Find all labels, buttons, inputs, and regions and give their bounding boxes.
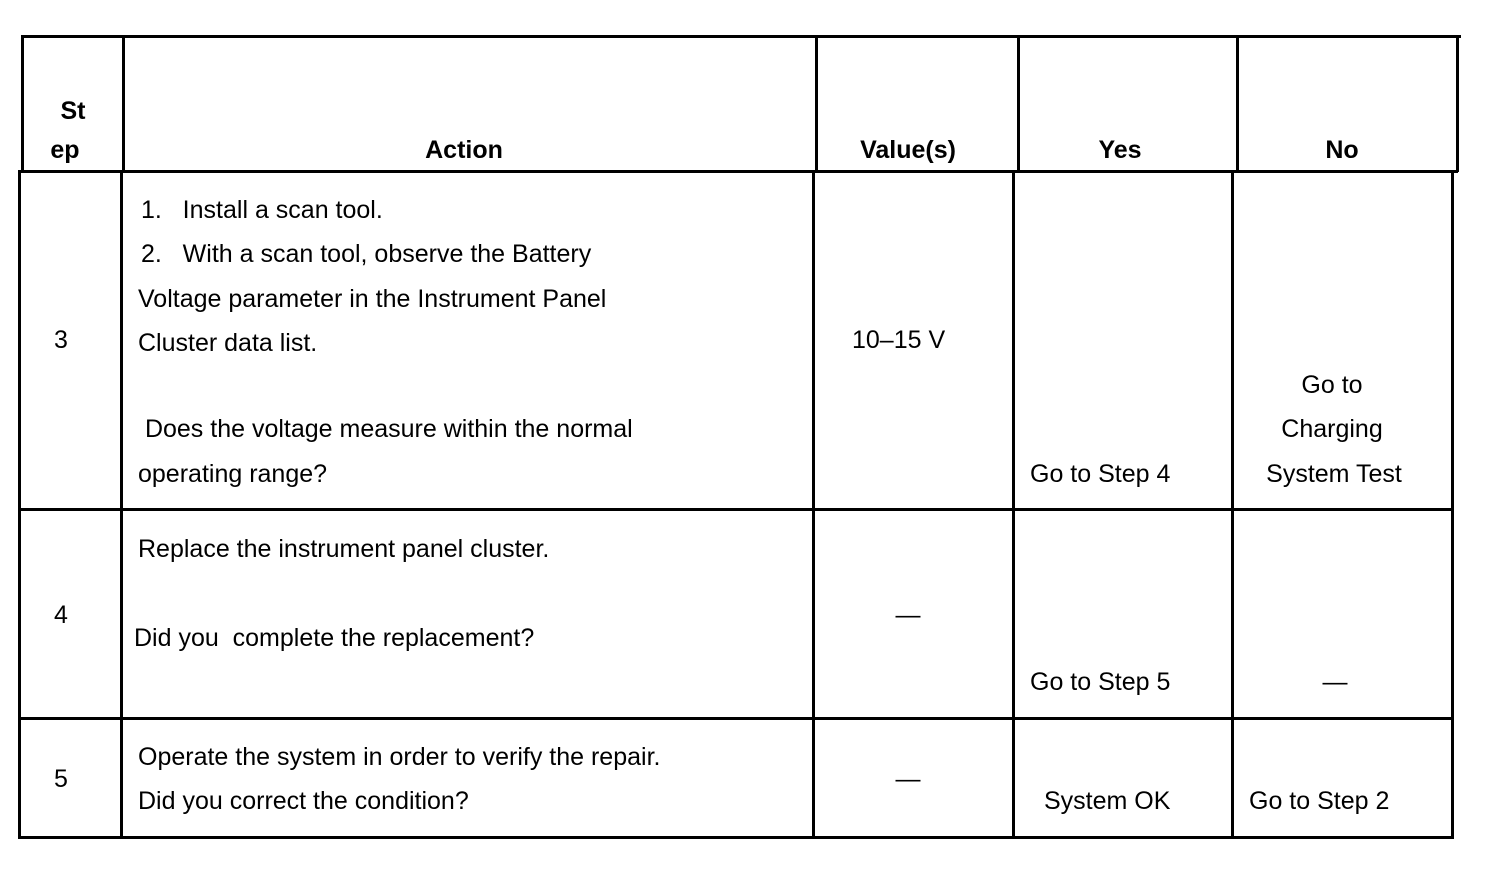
header-no: No [1325, 136, 1359, 164]
row5-value: — [895, 765, 921, 793]
header-vline-right [1456, 35, 1459, 172]
row5-step: 5 [54, 765, 68, 793]
row3-action-line2: 2. With a scan tool, observe the Battery [141, 240, 592, 268]
row3-action-line4: Cluster data list. [138, 329, 318, 357]
header-values: Value(s) [860, 136, 956, 164]
row3-no-line2: Charging [1281, 415, 1383, 443]
body-vline-step [120, 170, 123, 839]
row3-action-line6: operating range? [138, 460, 328, 488]
row5-action-line2: Did you correct the condition? [138, 787, 469, 815]
row4-no: — [1322, 668, 1348, 696]
body-vline-left [18, 170, 21, 839]
row4-action-line2: Did you complete the replacement? [134, 624, 535, 652]
row3-action-line3: Voltage parameter in the Instrument Panel [138, 285, 607, 313]
body-vline-right [1451, 170, 1454, 839]
row3-no-line1: Go to [1301, 371, 1363, 399]
row4-action-line1: Replace the instrument panel cluster. [138, 535, 550, 563]
body-vline-values [1012, 170, 1015, 839]
body-vline-yes [1231, 170, 1234, 839]
row3-action-line5: Does the voltage measure within the normal [138, 415, 633, 443]
row5-no: Go to Step 2 [1249, 787, 1390, 815]
row3-bottom-border [18, 508, 1454, 511]
table-bottom-border [18, 836, 1454, 839]
row4-step: 4 [54, 601, 68, 629]
row3-step: 3 [54, 326, 68, 354]
header-step-line1: St [60, 97, 86, 125]
row3-yes: Go to Step 4 [1030, 460, 1171, 488]
row3-no-line3: System Test [1266, 460, 1402, 488]
header-action: Action [425, 136, 503, 164]
row4-value: — [895, 601, 921, 629]
header-yes: Yes [1098, 136, 1142, 164]
row4-bottom-border [18, 717, 1454, 720]
row5-action-line1: Operate the system in order to verify the repair. [138, 743, 661, 771]
row5-yes: System OK [1044, 787, 1171, 815]
header-bottom-border [18, 170, 1458, 173]
table-top-border [21, 35, 1461, 38]
body-vline-action [812, 170, 815, 839]
header-step-line2: ep [50, 136, 80, 164]
row3-action-line1: 1. Install a scan tool. [141, 196, 383, 224]
row4-yes: Go to Step 5 [1030, 668, 1171, 696]
row3-value: 10–15 V [852, 326, 946, 354]
